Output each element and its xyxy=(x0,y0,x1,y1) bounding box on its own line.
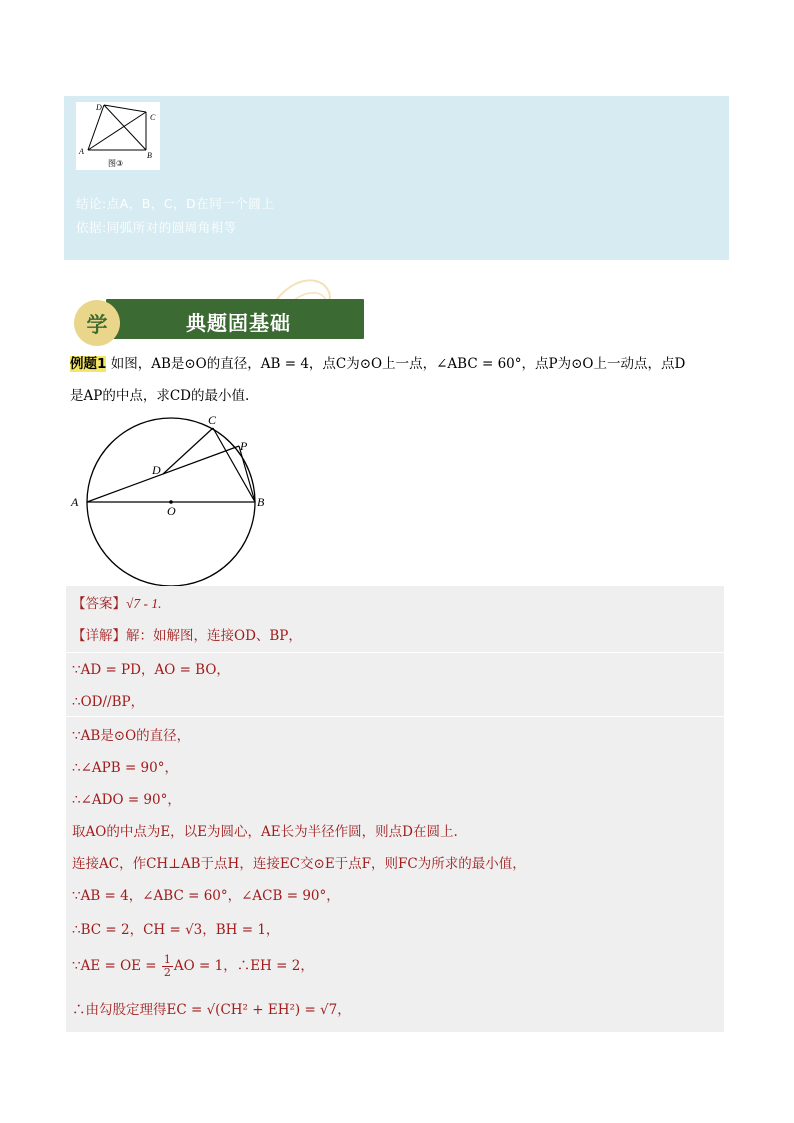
basis-text: 依据:同弧所对的圆周角相等 xyxy=(76,220,237,235)
detail-line-1: ∵AD = PD，AO = BO， xyxy=(72,662,230,678)
fig3-label-a: A xyxy=(79,147,84,156)
conclusion-text: 结论:点A，B，C，D在同一个圆上 xyxy=(76,196,275,211)
fraction-numerator: 1 xyxy=(163,953,171,966)
question-text-1: 如图，AB是⊙O的直径，AB = 4，点C为⊙O上一点，∠ABC = 60°，点P为⊙O上一动点，点D xyxy=(110,356,686,372)
figure-3-quadrilateral xyxy=(76,102,160,170)
detail-text-0: 解：如解图，连接OD、BP， xyxy=(126,628,302,644)
banner-bar xyxy=(106,299,364,339)
section-banner xyxy=(66,270,336,354)
fraction-one-half xyxy=(162,954,173,979)
banner-badge xyxy=(74,300,120,346)
detail-line-6: 取AO的中点为E，以E为圆心，AE长为半径作圆，则点D在圆上. xyxy=(72,824,458,840)
fig3-label-d: D xyxy=(96,103,102,112)
detail-line-9: ∴BC = 2，CH = √3，BH = 1， xyxy=(72,922,280,938)
fraction-denominator: 2 xyxy=(163,966,171,979)
answer-label: 【答案】 xyxy=(72,596,126,612)
detail-line-8: ∵AB = 4，∠ABC = 60°，∠ACB = 90°， xyxy=(72,888,340,904)
badge-char: 学 xyxy=(86,313,108,337)
fig3-caption: 图③ xyxy=(108,159,124,168)
row-separator xyxy=(66,716,724,717)
detail-text-10a: ∵AE = OE = xyxy=(72,958,161,974)
question-line-2: 是AP的中点，求CD的最小值. xyxy=(70,388,250,404)
detail-line-5: ∴∠ADO = 90°， xyxy=(72,792,181,808)
detail-line-12: ∴由勾股定理得EC = √(CH² + EH²) = √7， xyxy=(72,1002,351,1018)
detail-line-0 xyxy=(72,626,302,646)
detail-line-2: ∴OD//BP， xyxy=(72,694,145,710)
answer-line xyxy=(72,594,162,614)
detail-line-4: ∴∠APB = 90°， xyxy=(72,760,178,776)
detail-label: 【详解】 xyxy=(72,628,126,644)
answer-value: √7 - 1. xyxy=(126,596,162,611)
detail-text-10b: AO = 1，∴EH = 2， xyxy=(173,958,314,974)
label-b: B xyxy=(257,495,265,509)
circle-figure xyxy=(68,408,278,588)
row-separator xyxy=(66,652,724,653)
fig3-label-b: B xyxy=(147,151,152,160)
label-a: A xyxy=(71,495,79,509)
question-tag: 例题1 xyxy=(70,356,107,372)
label-c: C xyxy=(208,413,217,427)
label-o: O xyxy=(167,504,176,518)
detail-line-10 xyxy=(72,954,314,979)
label-d: D xyxy=(152,463,161,477)
fig3-label-c: C xyxy=(150,113,156,122)
label-p: P xyxy=(240,439,248,453)
detail-line-7: 连接AC，作CH⊥AB于点H，连接EC交⊙E于点F，则FC为所求的最小值， xyxy=(72,856,526,872)
detail-line-3: ∵AB是⊙O的直径， xyxy=(72,728,191,744)
banner-title: 典题固基础 xyxy=(186,311,291,335)
question-line-1 xyxy=(70,354,685,374)
